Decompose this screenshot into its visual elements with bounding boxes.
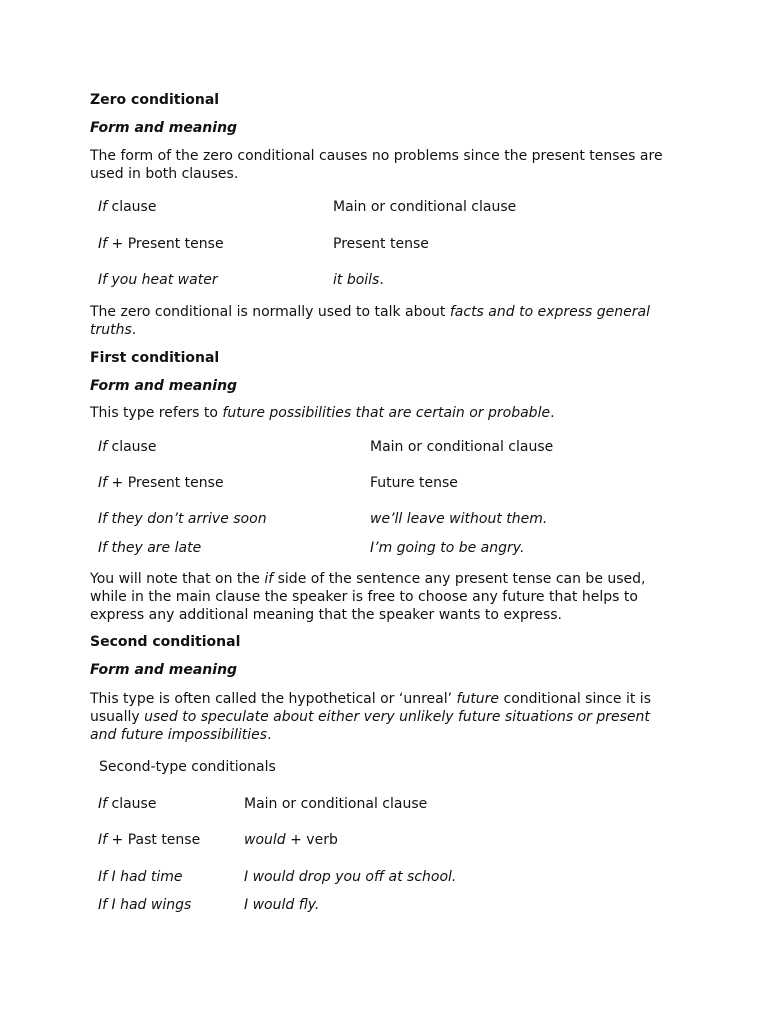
zero-table-example-main: it boils. [333, 272, 384, 288]
first-form-meaning-subheading: Form and meaning [90, 378, 238, 394]
first-table-example-main: I’m going to be angry. [370, 540, 525, 556]
zero-table-form-main: Present tense [333, 236, 429, 252]
second-table-example-main: I would drop you off at school. [244, 869, 457, 885]
first-table-example-main: we’ll leave without them. [370, 511, 548, 527]
zero-intro-paragraph: The form of the zero conditional causes no problems since the present tenses are used in both clauses. [90, 148, 663, 182]
first-table-header-if: If clause [98, 439, 157, 455]
second-table-caption: Second-type conditionals [99, 759, 276, 775]
zero-form-meaning-subheading: Form and meaning [90, 120, 238, 136]
zero-table-header-main: Main or conditional clause [333, 199, 517, 215]
first-table-form-if: If + Present tense [98, 475, 224, 491]
zero-conditional-heading: Zero conditional [90, 92, 220, 108]
second-table-example-if: If I had time [98, 869, 183, 885]
zero-table-form-if: If + Present tense [98, 236, 224, 252]
second-table-form-if: If + Past tense [98, 832, 201, 848]
first-table-example-if: If they are late [98, 540, 202, 556]
first-note-paragraph: You will note that on the if side of the sentence any present tense can be used, while in the main clause the speaker is free to choose any future that helps to express any additional meaning that the speaker wants to express. [90, 571, 646, 623]
zero-usage-paragraph: The zero conditional is normally used to talk about facts and to express general truths. [90, 304, 650, 338]
first-table-form-main: Future tense [370, 475, 458, 491]
first-table-header-main: Main or conditional clause [370, 439, 554, 455]
zero-table-header-if: If clause [98, 199, 157, 215]
second-table-form-main: would + verb [244, 832, 338, 848]
zero-table-example-if: If you heat water [98, 272, 218, 288]
second-table-header-main: Main or conditional clause [244, 796, 428, 812]
second-form-meaning-subheading: Form and meaning [90, 662, 238, 678]
second-table-header-if: If clause [98, 796, 157, 812]
first-table-example-if: If they don’t arrive soon [98, 511, 267, 527]
second-conditional-heading: Second conditional [90, 634, 241, 650]
second-intro-paragraph: This type is often called the hypothetical or ‘unreal’ future conditional since it is usually used to speculate about either very unlikely future situations or present and future impossibilities. [90, 691, 651, 743]
second-table-example-if: If I had wings [98, 897, 192, 913]
first-conditional-heading: First conditional [90, 350, 220, 366]
second-table-example-main: I would fly. [244, 897, 320, 913]
first-intro-paragraph: This type refers to future possibilities that are certain or probable. [90, 405, 555, 421]
